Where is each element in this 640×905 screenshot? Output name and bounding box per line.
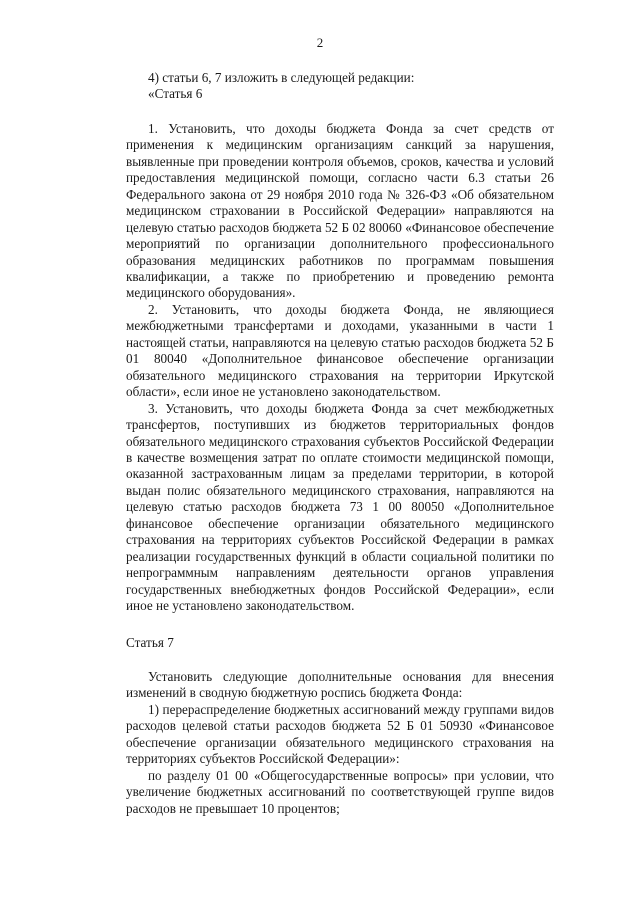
spacer — [126, 103, 554, 121]
article6-paragraph-2: 2. Установить, что доходы бюджета Фонда, не являющиеся межбюджетными трансфертами и доходами, указанными в части 1 настоящей статьи, направляются на целевую статью расходов бюджета 52 Б 01 80040 «Дополнительное финансовое обеспечение организации обязательного медицинского страхования на территории Иркутской области», если иное не установлено законодательством. — [126, 301, 554, 400]
article6-paragraph-1: 1. Установить, что доходы бюджета Фонда за счет средств от применения к медицинским организациям санкций за нарушения, выявленные при проведении контроля объемов, сроков, качества и условий предоставления медицинской помощи, согласно части 6.3 статьи 26 Федерального закона от 29 ноября 2010 года № 326-ФЗ «Об обязательном медицинском страховании в Российской Федерации» направляются на целевую статью расходов бюджета 52 Б 02 80060 «Финансовое обеспечение мероприятий по организации дополнительного профессионального образования медицинских работников по программам повышения квалификации, а также по приобретению и проведению ремонта медицинского оборудования». — [126, 120, 554, 301]
spacer — [126, 651, 554, 669]
article7-paragraph-2: 1) перераспределение бюджетных ассигнований между группами видов расходов целевой статьи расходов бюджета 52 Б 01 50930 «Финансовое обеспечение организации обязательного медицинского страхования на территориях субъектов Российской Федерации»: — [126, 701, 554, 767]
page-number: 2 — [316, 35, 324, 50]
article7-paragraph-3: по разделу 01 00 «Общегосударственные вопросы» при условии, что увеличение бюджетных ассигнований по соответствующей группе видов расходов не превышает 10 процентов; — [126, 767, 554, 816]
document-body — [126, 70, 554, 817]
article7-heading: Статья 7 — [126, 634, 174, 650]
article7-paragraph-1: Установить следующие дополнительные основания для внесения изменений в сводную бюджетную роспись бюджета Фонда: — [126, 668, 554, 701]
spacer — [126, 615, 554, 635]
intro-paragraph: 4) статьи 6, 7 изложить в следующей редакции: — [148, 70, 415, 85]
article6-heading: «Статья 6 — [148, 86, 203, 102]
article6-paragraph-3: 3. Установить, что доходы бюджета Фонда за счет межбюджетных трансфертов, поступивших из бюджетов территориальных фондов обязательного медицинского страхования субъектов Российской Федерации в качестве возмещения затрат по оплате стоимости медицинской помощи, оказанной застрахованным лицам за пределами территории, в которой выдан полис обязательного медицинского страхования, направляются на целевую статью расходов бюджета 73 1 00 80050 «Дополнительное финансовое обеспечение организации обязательного медицинского страхования на территориях субъектов Российской Федерации в рамках реализации государственных функций в области социальной политики по непрограммным направлениям деятельности органов управления государственных внебюджетных фондов Российской Федерации», если иное не установлено законодательством. — [126, 400, 554, 614]
